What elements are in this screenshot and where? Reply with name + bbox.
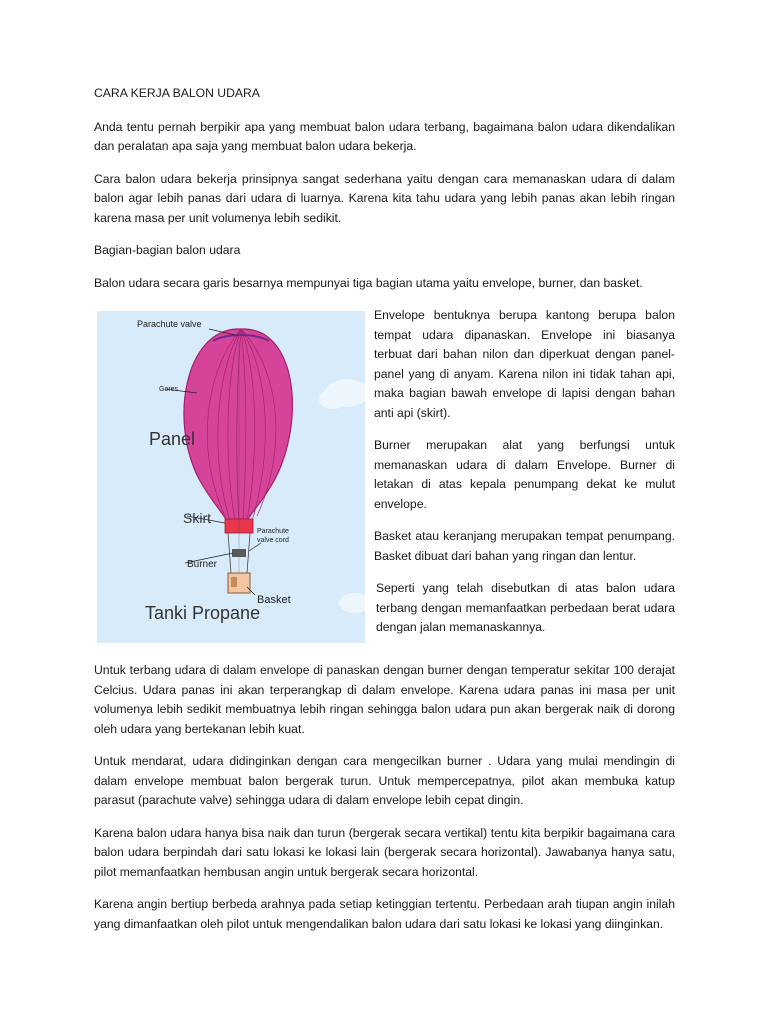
wind-paragraph: Karena angin bertiup berbeda arahnya pada setiap ketinggian tertentu. Perbedaan arah tiupan angin inilah yang dimanfaatkan oleh pilot untuk mengendalikan balon udara dari satu lokasi ke lokasi yang diinginkan. [94, 897, 675, 931]
label-parachute-valve: Parachute valve [137, 319, 202, 329]
label-gores: Gores [159, 386, 179, 393]
landing-paragraph: Untuk mendarat, udara didinginkan dengan cara mengecilkan burner . Udara yang mulai mendingin di dalam envelope membuat balon bergerak turun. Untuk mempercepatnya, pilot akan membuka katup parasut (parachute valve) sehingga udara di dalam envelope lebih cepat dingin. [94, 754, 675, 807]
label-cord-line1: Parachute [257, 528, 289, 535]
principle-paragraph: Cara balon udara bekerja prinsipnya sangat sederhana yaitu dengan cara memanaskan udara di dalam balon agar lebih panas dari udara di luarnya. Karena kita tahu udara yang lebih panas akan lebih ringan karena masa per unit volumenya lebih sedikit. [94, 171, 675, 225]
label-tanki-propane: Tanki Propane [145, 603, 261, 623]
label-panel: Panel [149, 429, 196, 449]
burner-unit [232, 549, 246, 557]
balloon-illustration [97, 311, 365, 643]
parts-description-column [374, 306, 675, 651]
basket-tank [231, 577, 237, 587]
burner-paragraph: Burner merupakan alat yang berfungsi untuk memanaskan udara di dalam Envelope. Burner di letakan di atas kepala penumpang dekat ke mulut envelope. [374, 438, 675, 511]
label-cord-line2: valve cord [257, 537, 289, 544]
envelope-paragraph: Envelope bentuknya berupa kantong berupa balon tempat udara dipanaskan. Envelope ini biasanya terbuat dari bahan nilon dan diperkuat dengan panel-panel yang di anyam. Karena nilon ini tidak tahan api, maka bagian bawah envelope di lapisi dengan bahan anti api (skirt). [374, 308, 675, 420]
takeoff-paragraph: Untuk terbang udara di dalam envelope di panaskan dengan burner dengan temperatur sekitar 100 derajat Celcius. Udara panas ini akan terperangkap di dalam envelope. Karena udara panas ini masa per unit volumenya lebih sedikit membuatnya lebih ringan sehingga balon udara pun akan bergerak naik di dorong oleh udara yang bertekanan lebih kuat. [94, 663, 675, 736]
parts-heading: Bagian-bagian balon udara [94, 243, 241, 257]
summary-paragraph: Seperti yang telah disebutkan di atas balon udara terbang dengan memanfaatkan perbedaan berat udara dengan jalan memanaskannya. [376, 581, 675, 634]
document-page [94, 84, 675, 947]
label-burner: Burner [187, 559, 218, 570]
horizontal-paragraph: Karena balon udara hanya bisa naik dan turun (bergerak secara vertikal) tentu kita berpikir bagaimana cara balon udara berpindah dari satu lokasi ke lokasi lain (bergerak secara horizontal). Jawabanya hanya satu, pilot memanfaatkan hembusan angin untuk bergerak secara horizontal. [94, 825, 675, 879]
intro-paragraph: Anda tentu pernah berpikir apa yang membuat balon udara terbang, bagaimana balon udara dikendalikan dan peralatan apa saja yang membuat balon udara bekerja. [94, 119, 675, 153]
label-basket: Basket [257, 594, 291, 606]
balloon-diagram [97, 311, 365, 643]
document-title: CARA KERJA BALON UDARA [94, 86, 260, 100]
cloud-decoration [319, 379, 365, 613]
parts-summary: Balon udara secara garis besarnya mempunyai tiga bagian utama yaitu envelope, burner, dan basket. [94, 275, 643, 290]
figure-section [94, 306, 675, 652]
basket-paragraph: Basket atau keranjang merupakan tempat penumpang. Basket dibuat dari bahan yang ringan dan lentur. [374, 529, 675, 563]
label-skirt: Skirt [183, 510, 211, 526]
